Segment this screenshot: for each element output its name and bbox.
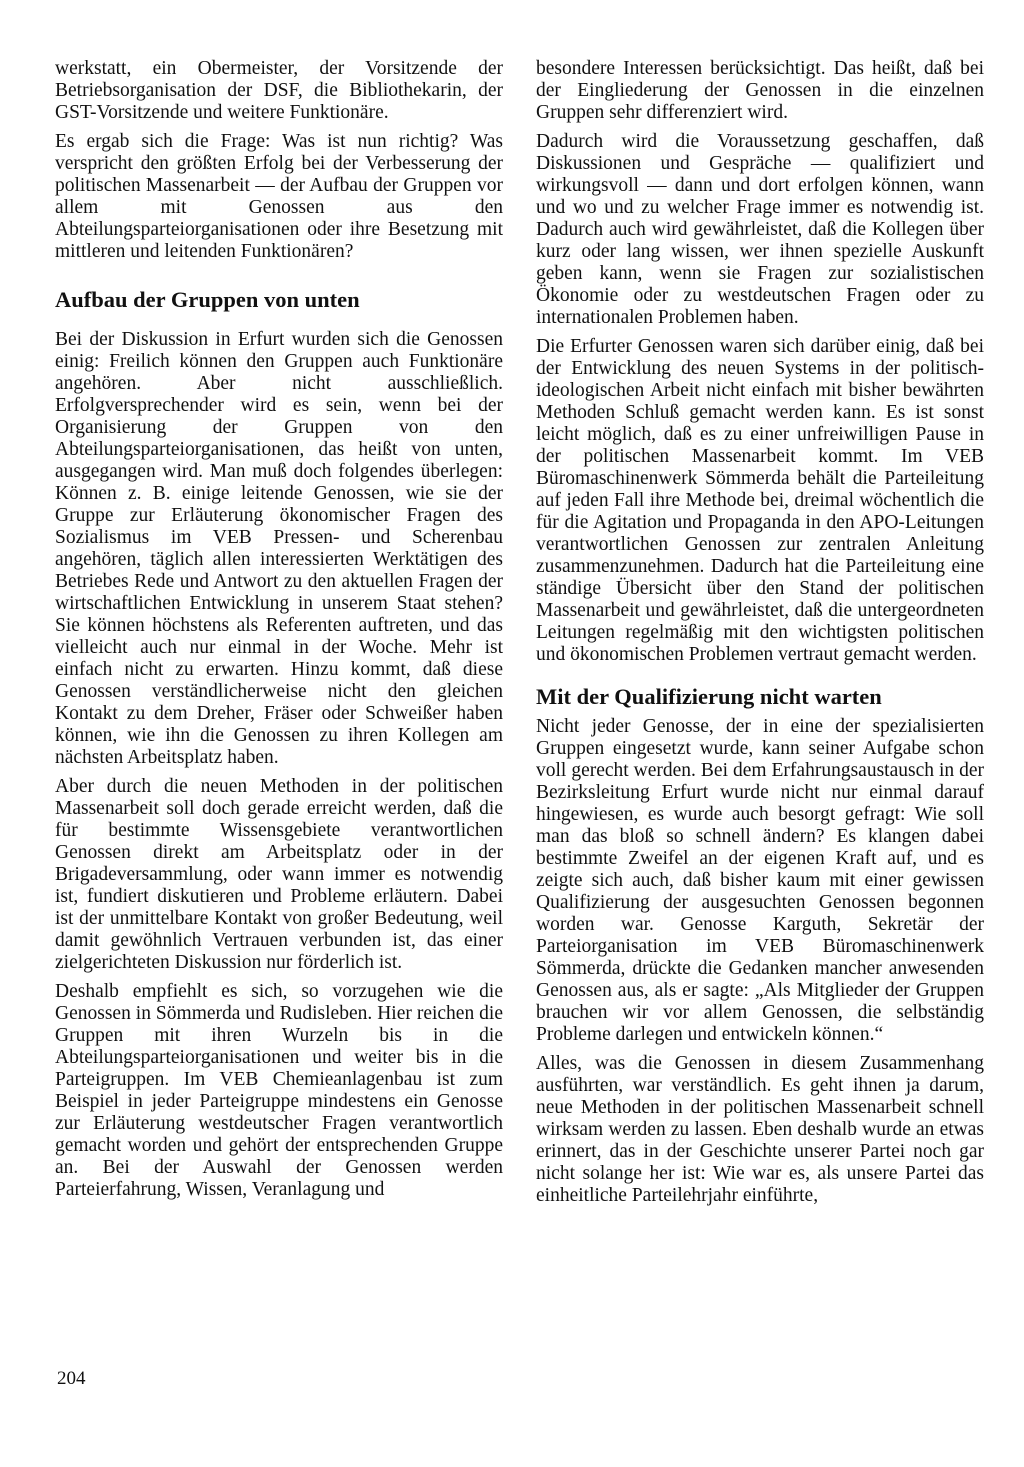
paragraph: Die Erfurter Genossen waren sich darüber einig, daß bei der Entwicklung des neuen Systems in der politisch-ideologischen Arbeit nicht einfach mit bisher bewährten Methoden Schluß gemacht werden kann. Es ist sonst leicht möglich, daß es zu einer unfreiwilligen Pause in der politischen Massenarbeit kommt. Im VEB Büromaschinenwerk Sömmerda behält die Parteileitung auf jeden Fall ihre Methode bei, dreimal wöchentlich die für die Agitation und Propaganda in den APO-Leitungen verantwortlichen Genossen zur zentralen Anleitung zusammenzunehmen. Dadurch hat die Parteileitung eine ständige Übersicht über den Stand der politischen Massenarbeit und gewährleistet, daß die untergeordneten Leitungen regelmäßig mit den wichtigsten politischen und ökonomischen Problemen vertraut gemacht werden. <box>536 336 984 665</box>
paragraph: besondere Interessen berücksichtigt. Das heißt, daß bei der Eingliederung der Genossen in die einzelnen Gruppen sehr differenziert wird. <box>536 58 984 123</box>
page-number: 204 <box>57 1368 86 1389</box>
paragraph: Es ergab sich die Frage: Was ist nun richtig? Was verspricht den größten Erfolg bei der Verbesserung der politischen Massenarbeit — der Aufbau der Gruppen vor allem mit Genossen aus den Abteilungsparteiorganisationen oder ihre Besetzung mit mittleren und leitenden Funktionären? <box>55 131 503 262</box>
paragraph: Aber durch die neuen Methoden in der politischen Massenarbeit soll doch gerade erreicht werden, daß die für bestimmte Wissensgebiete verantwortlichen Genossen direkt am Arbeitsplatz oder in der Brigadeversammlung, oder wann immer es notwendig ist, fundiert diskutieren und Probleme erläutern. Dabei ist der unmittelbare Kontakt von großer Bedeutung, weil damit gewöhnlich Vertrauen verbunden ist, das einer zielgerichteten Diskussion nur förderlich ist. <box>55 776 503 973</box>
paragraph: Deshalb empfiehlt es sich, so vorzugehen wie die Genossen in Sömmerda und Rudisleben. Hier reichen die Gruppen mit ihren Wurzeln bis in die Abteilungsparteiorganisationen und weiter bis in die Parteigruppen. Im VEB Chemieanlagenbau ist zum Beispiel in jeder Parteigruppe mindestens ein Genosse zur Erläuterung westdeutscher Fragen verantwortlich gemacht worden und gehört der entsprechenden Gruppe an. Bei der Auswahl der Genossen werden Parteierfahrung, Wissen, Veranlagung und <box>55 981 503 1200</box>
section-heading: Aufbau der Gruppen von unten <box>55 287 360 312</box>
paragraph: Alles, was die Genossen in diesem Zusammenhang ausführten, war verständlich. Es geht ihnen ja darum, neue Methoden in der politischen Massenarbeit schnell wirksam werden zu lassen. Eben deshalb wurde an etwas erinnert, das in der Geschichte unserer Partei noch gar nicht solange her ist: Wie war es, als unsere Partei das einheitliche Parteilehrjahr einführte, <box>536 1053 984 1206</box>
paragraph: Nicht jeder Genosse, der in eine der spezialisierten Gruppen eingesetzt wurde, kann seiner Aufgabe schon voll gerecht werden. Bei dem Erfahrungsaustausch in der Bezirksleitung Erfurt wurde nicht nur einmal darauf hingewiesen, es wurde auch besorgt gefragt: Wie soll man das bloß so schnell ändern? Es klangen dabei bestimmte Zweifel an der eigenen Kraft auf, und es zeigte sich auch, daß bisher kaum mit einer gewissen Qualifizierung der ausgesuchten Genossen begonnen worden war. Genosse Karguth, Sekretär der Parteiorganisation im VEB Büromaschinenwerk Sömmerda, drückte die Gedanken mancher anwesenden Genossen aus, als er sagte: „Als Mitglieder der Gruppen brauchen wir vor allem Genossen, die selbständig Probleme darlegen und entwickeln können.“ <box>536 716 984 1045</box>
paragraph: Dadurch wird die Voraussetzung geschaffen, daß Diskussionen und Gespräche — qualifiziert und wirkungsvoll — dann und dort erfolgen können, wann und wo und zu welcher Frage immer es notwendig ist. Dadurch auch wird gewährleistet, daß die Kollegen über kurz oder lang wissen, wer ihnen spezielle Auskunft geben kann, wenn sie Fragen zur sozialistischen Ökonomie oder zu westdeutschen Fragen oder zu internationalen Problemen haben. <box>536 131 984 328</box>
paragraph: werkstatt, ein Obermeister, der Vorsitzende der Betriebsorganisation der DSF, die Bibliothekarin, der GST-Vorsitzende und weitere Funktionäre. <box>55 58 503 123</box>
right-column <box>536 58 984 1214</box>
paragraph: Bei der Diskussion in Erfurt wurden sich die Genossen einig: Freilich können den Gruppen auch Funktionäre angehören. Aber nicht ausschließlich. Erfolgversprechender wird es sein, wenn bei der Organisierung der Gruppen von den Abteilungsparteiorganisationen, das heißt von unten, ausgegangen wird. Man muß doch folgendes überlegen: Können z. B. einige leitende Genossen, wie sie der Gruppe zur Erläuterung ökonomischer Fragen des Sozialismus im VEB Pressen- und Scherenbau angehören, täglich allen interessierten Werktätigen des Betriebes Rede und Antwort zu den aktuellen Fragen der wirtschaftlichen Entwicklung in unserem Staat stehen? Sie können höchstens als Referenten auftreten, und das vielleicht auch nur einmal in der Woche. Mehr ist einfach nicht zu erwarten. Hinzu kommt, daß diese Genossen verständlicherweise nicht den gleichen Kontakt zu dem Dreher, Fräser oder Schweißer haben können, wie ihn die Genossen zu ihren Kollegen am nächsten Arbeitsplatz haben. <box>55 329 503 768</box>
left-column <box>55 58 503 1208</box>
section-heading: Mit der Qualifizierung nicht warten <box>536 684 882 709</box>
